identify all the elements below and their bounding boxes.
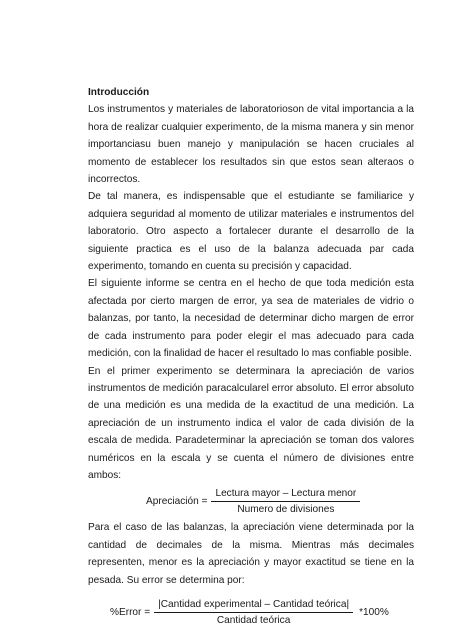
apreciacion-numerator: Lectura mayor – Lectura menor	[211, 487, 360, 502]
error-formula-suffix: *100%	[359, 606, 389, 618]
paragraph-5: Para el caso de las balanzas, la apreciación viene determinada por la cantidad de decimales de la misma. Mientras más decimales representen, menor es la apreciación y mayor exactitud se tiene en la pesada. Su error se determina por:	[88, 522, 414, 586]
paragraph-1: Los instrumentos y materiales de laboratorioson de vital importancia a la hora de realizar cualquier experimento, de la misma manera y sin menor importanciasu buen manejo y manipulación se hacen cruciales al momento de establecer los resultados sin que estos sean alteraos o incorrectos.	[88, 104, 414, 186]
apreciacion-formula	[146, 484, 414, 519]
paragraph-2: De tal manera, es indispensable que el estudiante se familiarice y adquiera seguridad al momento de utilizar materiales e instrumentos del laboratorio. Otro aspecto a fortalecer durante el desarrollo de la siguiente practica es el uso de la balanza adecuada par cada experimento, tomando en cuenta su precisión y capacidad.	[88, 191, 414, 273]
apreciacion-formula-label: Apreciación =	[146, 496, 208, 508]
paragraph-3: El siguiente informe se centra en el hecho de que toda medición esta afectada por cierto margen de error, ya sea de materiales de vidrio o balanzas, por tanto, la necesidad de determinar dicho margen de error de cada instrumento para poder elegir el mas adecuado para cada medición, con la finalidad de hacer el resultado lo mas confiable posible.	[88, 278, 414, 360]
error-formula	[110, 595, 414, 630]
apreciacion-fraction	[211, 487, 360, 516]
apreciacion-denominator: Numero de divisiones	[237, 504, 335, 516]
error-fraction	[154, 598, 353, 627]
document-body	[88, 84, 414, 630]
section-heading: Introducción	[88, 87, 150, 98]
paragraph-4: En el primer experimento se determinara la apreciación de varios instrumentos de medición paracalcularel error absoluto. El error absoluto de una medición es una medida de la exactitud de una medición. La apreciación de un instrumento indica el valor de cada división de la escala de medida. Paradeterminar la apreciación se toman dos valores numéricos en la escala y se cuenta el número de divisiones entre ambos:	[88, 365, 414, 481]
error-denominator: Cantidad teórica	[216, 614, 291, 626]
error-formula-label: %Error =	[110, 606, 151, 618]
error-numerator: |Cantidad experimental – Cantidad teórica|	[154, 598, 353, 613]
